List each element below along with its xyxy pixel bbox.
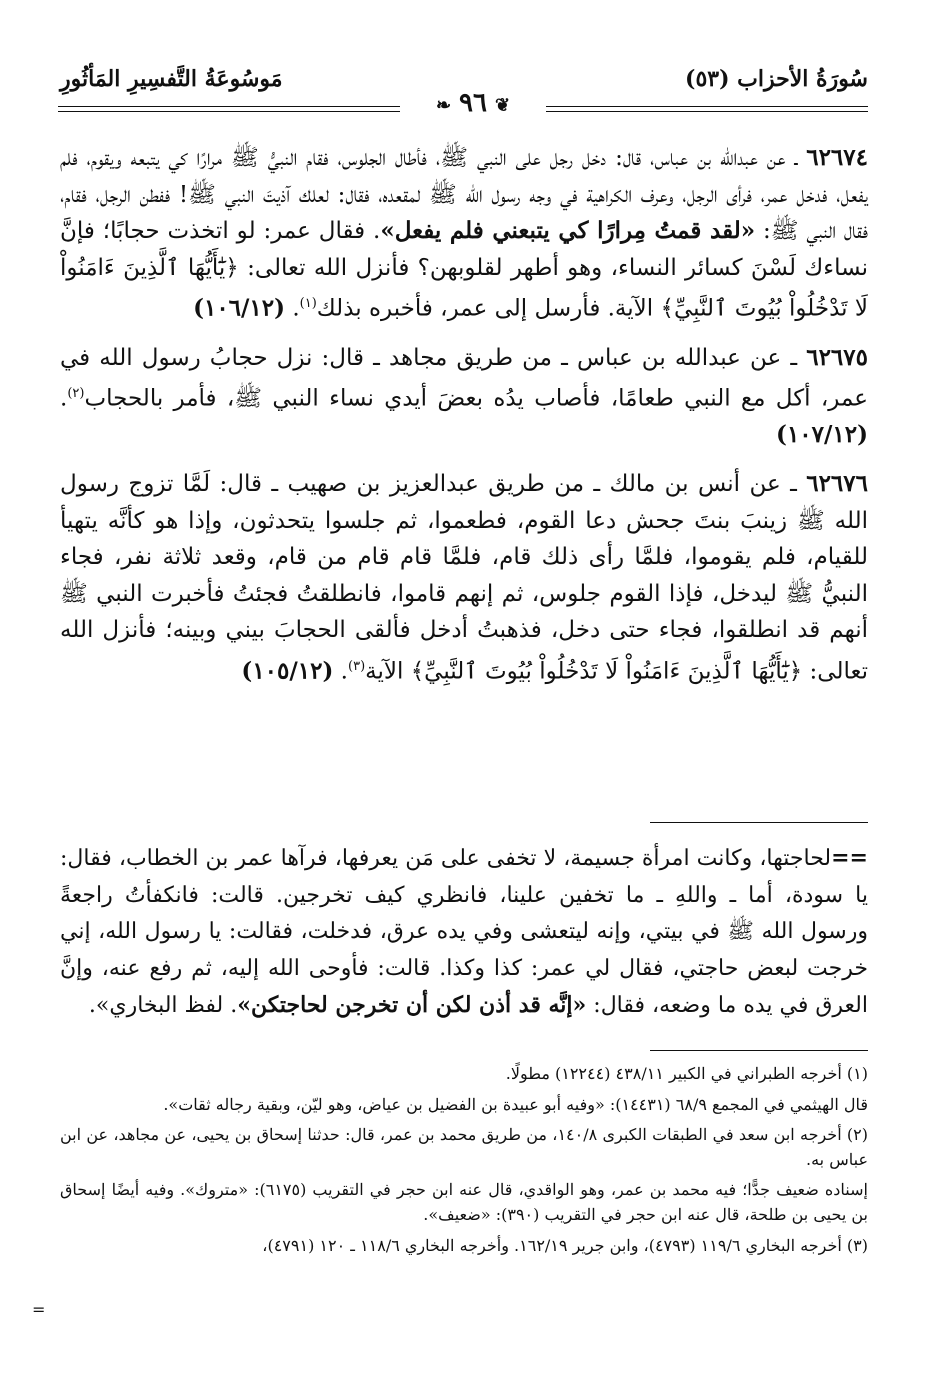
footnote-marker[interactable]: (٢) <box>67 386 85 402</box>
entry-text: ـ عن عبدالله بن عباس ـ من طريق مجاهد ـ قال: نزل حجابُ رسول الله في عمر، أكل مع النبي طعامًا، فأصاب يدُه بعضَ أيدي نساء النبي ﷺ، فأمر بالحجاب <box>60 344 868 412</box>
page-number: ٩٦ <box>459 88 487 118</box>
hadith-entry: ٦٢٦٧٦ ـ عن أنس بن مالك ـ من طريق عبدالعزيز بن صهيب ـ قال: لَمَّا تزوج رسول الله ﷺ زينبَ بنتَ جحش دعا القوم، فطعموا، ثم جلسوا يتحدثون، وإذا هو كأنَّه يتهيأ للقيام، فلم يقوموا، فلمَّا رأى ذلك قام، فلمَّا قام قام من قام، وقعد ثلاثة نفر، فجاء النبيُّ ﷺ ليدخل، فإذا القوم جلوس، ثم إنهم قاموا، فانطلقتُ فجئتُ فأخبرت النبي ﷺ أنهم قد انطلقوا، فجاء حتى دخل، فذهبتُ أدخل فألقى الحجابَ بيني وبينه؛ فأنزل الله تعالى: ﴿يَٰٓأَيُّهَا ٱلَّذِينَ ءَامَنُواْ لَا تَدْخُلُواْ بُيُوتَ ٱلنَّبِيِّ﴾ الآية$^{(٣)}$. (١٠٥/١٢) <box>60 470 868 685</box>
footnote: إسناده ضعيف جدًّا؛ فيه محمد بن عمر، وهو الواقدي، قال عنه ابن حجر في التقريب (٦١٧٥): «متروك». وفيه أيضًا إسحاق بن يحيى بن طلحة، قال عنه ابن حجر في التقريب (٣٩٠): «ضعيف». <box>60 1180 868 1224</box>
footnote-separator <box>650 822 868 823</box>
continuation-mark: = <box>32 1300 46 1319</box>
prophet-quote: «إنَّه قد أذن لكن أن تخرجن لحاجتكن» <box>237 992 587 1018</box>
footnote-separator <box>650 1050 868 1051</box>
entry-number: ٦٢٦٧٥ <box>806 343 868 371</box>
entry-text: ـ عن عبدالله بن عباس، قال: دخل رجل على النبي ﷺ، فأطال الجلوس، فقام النبيُّ ﷺ مرارًا كي يتبعه ويقوم، فلم يفعل، فدخل عمر، فرأى الرجل، وعرف الكراهية في وجه رسول الله ﷺ لمقعده، فقال: لعلك آذيتَ النبي ﷺ! ففطن الرجل، فقام، فقال النبي ﷺ: <box>60 145 868 245</box>
footnote: (٢) أخرجه ابن سعد في الطبقات الكبرى ١٤٠/٨، من طريق محمد بن عمر، قال: حدثنا إسحاق بن يحيى، عن مجاهد، عن ابن عباس به. <box>60 1125 868 1169</box>
footnote: (١) أخرجه الطبراني في الكبير ٤٣٨/١١ (١٢٢٤٤) مطولًا. <box>505 1064 868 1083</box>
continuation-marker: == <box>831 845 868 871</box>
volume-reference: (١٠٧/١٢) <box>776 421 868 449</box>
volume-reference: (١٠٥/١٢) <box>241 657 334 685</box>
prophet-quote: «لقد قمتُ مِرارًا كي يتبعني فلم يفعل» <box>380 217 756 245</box>
volume-reference: (١٠٦/١٢) <box>193 295 286 323</box>
continued-footnote <box>60 840 868 1025</box>
footnote-marker[interactable]: (٣) <box>348 659 366 675</box>
footnote: قال الهيثمي في المجمع ٦٨/٩ (١٤٤٣١): «وفيه أبو عبيدة بن الفضيل بن عياض، وهو ليّن، وبقية رجاله ثقات». <box>163 1094 868 1114</box>
main-text <box>60 140 868 702</box>
continued-text: . لفظ البخاري». <box>88 993 238 1018</box>
entry-number: ٦٢٦٧٦ <box>806 470 868 498</box>
entry-number: ٦٢٦٧٤ <box>806 144 868 171</box>
hadith-entry: ٦٢٦٧٥ ـ عن عبدالله بن عباس ـ من طريق مجاهد ـ قال: نزل حجابُ رسول الله في عمر، أكل مع النبي طعامًا، فأصاب يدُه بعضَ أيدي نساء النبي ﷺ، فأمر بالحجاب$^{(٢)}$. (١٠٧/١٢) <box>60 343 868 449</box>
page-number-box <box>400 88 546 118</box>
footnotes <box>60 1062 868 1264</box>
footnote: (٣) أخرجه البخاري ١١٩/٦ (٤٧٩٣)، وابن جرير ١٦٢/١٩. وأخرجه البخاري ١١٨/٦ ـ ١٢٠ (٤٧٩١)، <box>262 1235 868 1255</box>
surah-title: سُورَةُ الأحزاب (٥٣) <box>685 66 868 92</box>
entry-text: ـ عن أنس بن مالك ـ من طريق عبدالعزيز بن صهيب ـ قال: لَمَّا تزوج رسول الله ﷺ زينبَ بنتَ جحش دعا القوم، فطعموا، ثم جلسوا يتحدثون، وإذا هو كأنَّه يتهيأ للقيام، فلم يقوموا، فلمَّا رأى ذلك قام، فلمَّا قام قام من قام، وقعد ثلاثة نفر، فجاء النبيُّ ﷺ ليدخل، فإذا القوم جلوس، ثم إنهم قاموا، فانطلقتُ فجئتُ فأخبرت النبي ﷺ أنهم قد انطلقوا، فجاء حتى دخل، فذهبتُ أدخل فألقى الحجابَ بيني وبينه؛ فأنزل الله تعالى: ﴿يَٰٓأَيُّهَا ٱلَّذِينَ ءَامَنُواْ لَا تَدْخُلُواْ بُيُوتَ ٱلنَّبِيِّ﴾ الآية <box>60 471 868 685</box>
book-title: مَوسُوعَةُ التَّفسِيرِ المَأثُورِ <box>60 66 283 92</box>
ornament-icon: ❦ <box>494 95 511 116</box>
entry-text: . فقال عمر: لو اتخذت حجابًا؛ فإنَّ نساءك لَسْنَ كسائر النساء، وهو أطهر لقلوبهن؟ فأنزل الله تعالى: ﴿يَٰٓأَيُّهَا ٱلَّذِينَ ءَامَنُواْ لَا تَدْخُلُواْ بُيُوتَ ٱلنَّبِيِّ﴾ الآية. فأرسل إلى عمر، فأخبره بذلك <box>60 218 868 323</box>
ornament-icon: ❧ <box>435 95 452 116</box>
footnote-marker[interactable]: (١) <box>299 296 317 312</box>
hadith-entry: ٦٢٦٧٤ ـ عن عبدالله بن عباس، قال: دخل رجل على النبي ﷺ، فأطال الجلوس، فقام النبيُّ ﷺ مرارًا كي يتبعه ويقوم، فلم يفعل، فدخل عمر، فرأى الرجل، وعرف الكراهية في وجه رسول الله ﷺ لمقعده، فقال: لعلك آذيتَ النبي ﷺ! ففطن الرجل، فقام، فقال النبي ﷺ: «لقد قمتُ مِرارًا كي يتبعني فلم يفعل». فقال عمر: لو اتخذت حجابًا؛ فإنَّ نساءك لَسْنَ كسائر النساء، وهو أطهر لقلوبهن؟ فأنزل الله تعالى: ﴿يَٰٓأَيُّهَا ٱلَّذِينَ ءَامَنُواْ لَا تَدْخُلُواْ بُيُوتَ ٱلنَّبِيِّ﴾ الآية. فأرسل إلى عمر، فأخبره بذلك$^{(١)}$. (١٠٦/١٢) <box>60 144 868 323</box>
continued-text: لحاجتها، وكانت امرأة جسيمة، لا تخفى على مَن يعرفها، فرآها عمر بن الخطاب، فقال: يا سودة، أما ـ واللهِ ـ ما تخفين علينا، فانظري كيف تخرجين. قالت: فانكفأتُ راجعةً ورسول الله ﷺ في بيتي، وإنه ليتعشى وفي يده عرق، فدخلت، فقالت: يا رسول الله، إني خرجت لبعض حاجتي، فقال لي عمر: كذا وكذا. قالت: فأوحى الله إليه، ثم رفع عنه، وإنَّ العرق في يده ما وضعه، فقال: <box>60 846 868 1018</box>
